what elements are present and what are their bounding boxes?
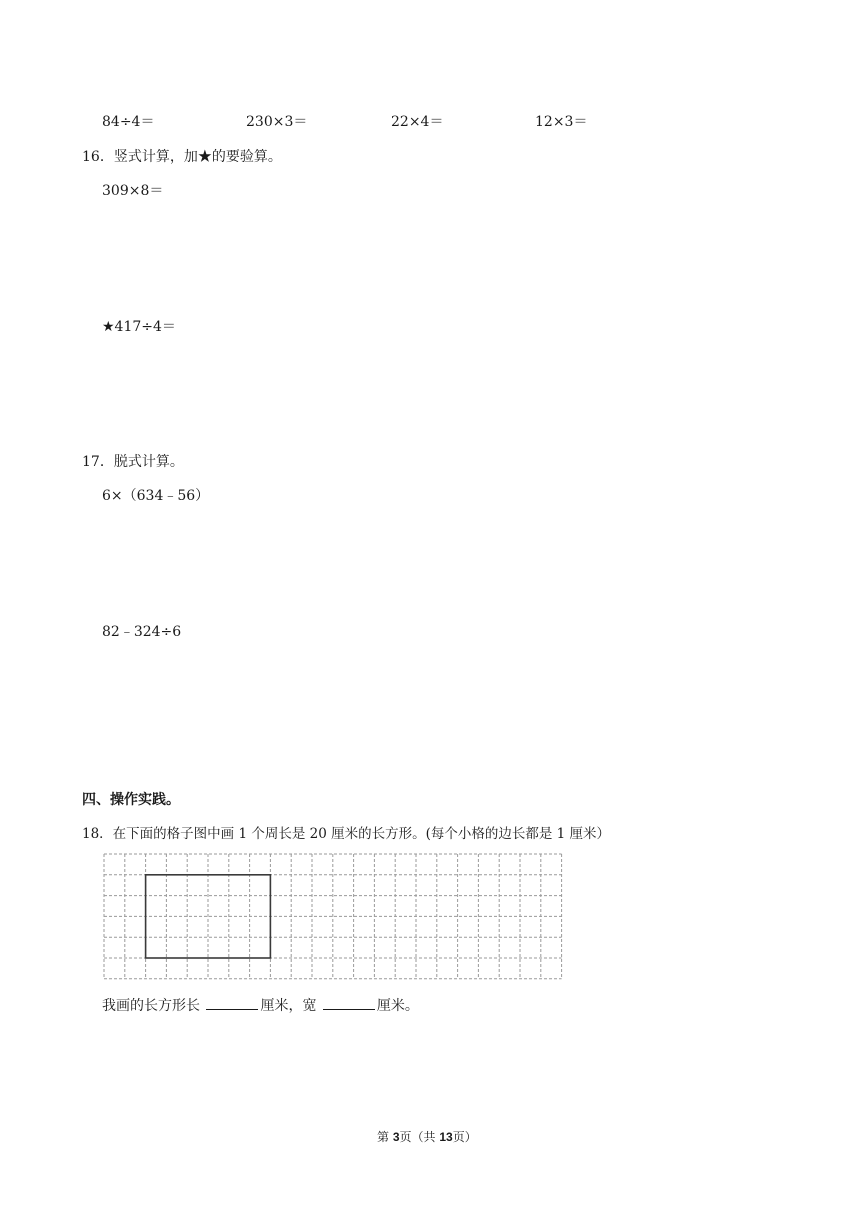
question-16-item-2: ★417÷4＝ [102, 319, 176, 335]
answer-suffix: 厘米。 [376, 998, 419, 1014]
section-4-title: 四、操作实践。 [82, 792, 180, 808]
question-16-item-1: 309×8＝ [102, 183, 164, 199]
footer-middle: 页（共 [399, 1130, 440, 1144]
question-18-answer-line [102, 995, 419, 1015]
oral-calc-2: 230×3＝ [246, 114, 308, 130]
question-17-item-1: 6×（634﹣56） [102, 488, 210, 504]
footer-suffix: 页） [452, 1130, 477, 1144]
oral-calc-4: 12×3＝ [535, 114, 588, 130]
footer-prefix: 第 [377, 1130, 393, 1144]
answer-prefix: 我画的长方形长 [102, 998, 200, 1014]
question-17-heading: 17．脱式计算。 [82, 454, 184, 470]
question-18-heading: 18．在下面的格子图中画 1 个周长是 20 厘米的长方形。(每个小格的边长都是 1 厘米） [82, 826, 611, 842]
question-16-heading: 16．竖式计算，加★的要验算。 [82, 149, 282, 165]
answer-middle: 厘米，宽 [260, 998, 317, 1014]
oral-calc-3: 22×4＝ [391, 114, 444, 130]
width-answer-blank[interactable] [323, 995, 375, 1010]
footer-total-pages: 13 [439, 1130, 453, 1144]
length-answer-blank[interactable] [206, 995, 258, 1010]
grid-lines [104, 854, 562, 979]
page-footer [377, 1128, 477, 1146]
footer-page-number: 3 [392, 1130, 400, 1144]
oral-calc-1: 84÷4＝ [102, 114, 155, 130]
square-grid [103, 853, 565, 983]
question-17-item-2: 82﹣324÷6 [102, 624, 182, 640]
